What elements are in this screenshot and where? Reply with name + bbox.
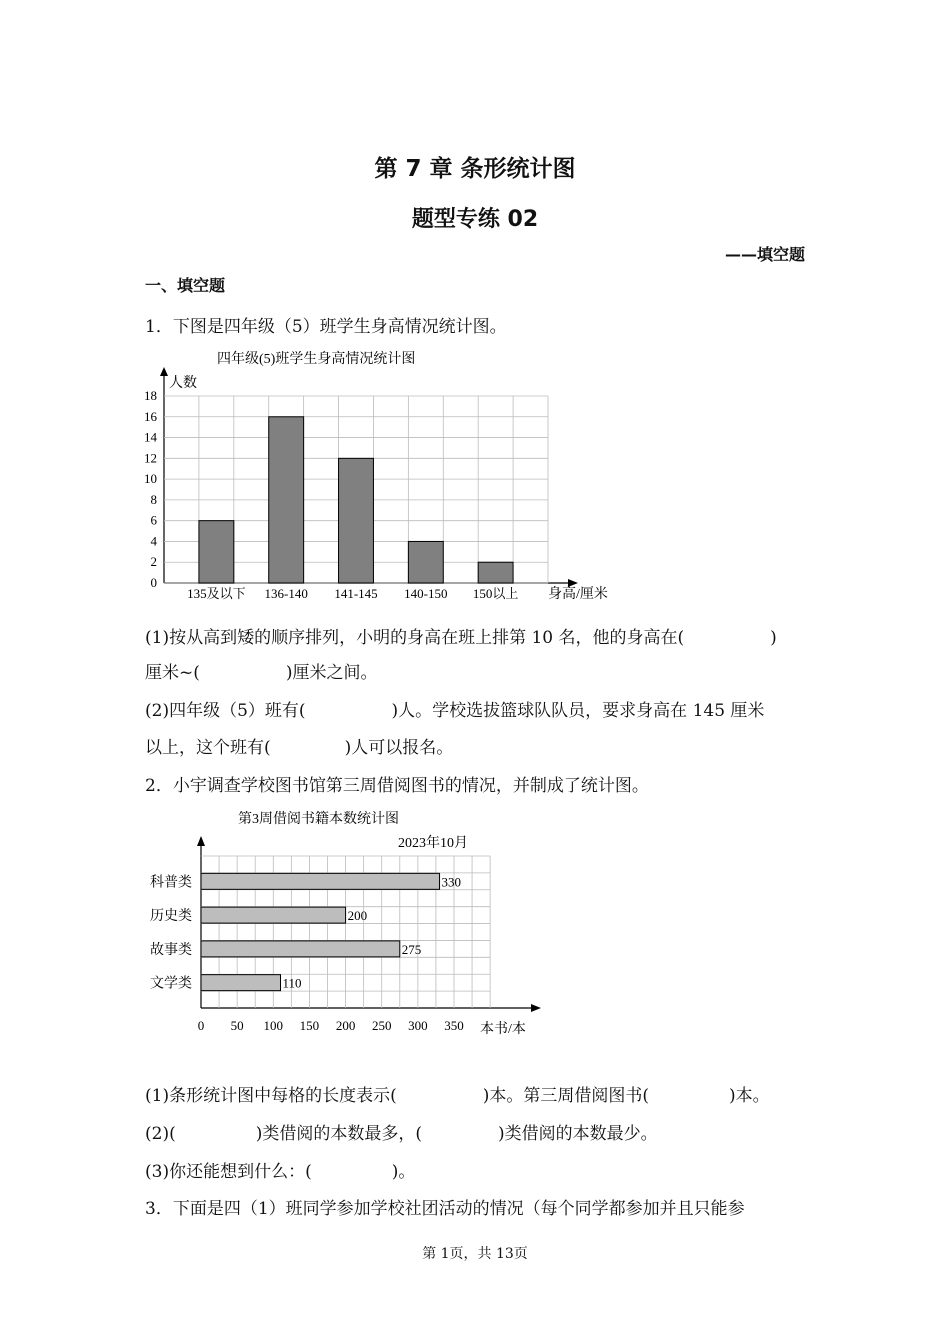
chart1-y-tick-label: 16 <box>144 408 157 424</box>
chart1-bar <box>339 458 374 583</box>
q1-part1-text-3: )厘米之间。 <box>285 663 378 683</box>
chart1-bar <box>269 417 304 583</box>
chart1-y-arrow <box>160 367 168 376</box>
chart1-bar <box>478 562 513 583</box>
q2-part1-text: (1)条形统计图中每格的长度表示( <box>145 1086 397 1106</box>
q1-part1-line1 <box>145 623 777 648</box>
q1-part1-text-2: 厘米~( <box>145 663 200 683</box>
chart2-category-label: 科普类 <box>150 875 192 891</box>
q2-part2-text-3: )类借阅的本数最少。 <box>497 1124 658 1144</box>
chart2-x-tick-label: 100 <box>263 1018 284 1033</box>
chart2-title: 第3周借阅书籍本数统计图 <box>238 812 399 827</box>
chart2-bar <box>201 873 440 889</box>
chart1-y-tick-label: 2 <box>150 554 157 570</box>
chart2-category-label: 文学类 <box>150 976 192 992</box>
chart1-y-tick-label: 12 <box>144 450 157 466</box>
q1-part2-line2 <box>145 733 453 758</box>
chart1-x-tick-label: 150以上 <box>472 586 519 601</box>
chart2-x-tick-label: 50 <box>230 1018 244 1033</box>
q2-part1-text-2: )本。第三周借阅图书( <box>482 1086 649 1106</box>
chart1-y-tick-label: 10 <box>144 471 157 487</box>
q2-part3-text: (3)你还能想到什么：( <box>145 1162 312 1182</box>
chart2-x-tick-label: 200 <box>335 1018 356 1033</box>
section-title: 一、填空题 <box>145 276 226 295</box>
chart2-x-tick-label: 0 <box>197 1018 205 1033</box>
chart1-y-tick-label: 4 <box>150 533 157 549</box>
height-bar-chart <box>140 345 620 607</box>
chart1-y-tick-label: 0 <box>150 575 157 590</box>
q1-part2-text: (2)四年级（5）班有( <box>145 701 306 721</box>
chart1-y-label: 人数 <box>169 376 197 391</box>
chart1-x-label: 身高/厘米 <box>548 587 608 602</box>
chart2-x-label: 本书/本 <box>480 1022 526 1037</box>
chart2-data-label: 110 <box>282 975 302 991</box>
q2-intro: 2．小宇调查学校图书馆第三周借阅图书的情况，并制成了统计图。 <box>145 776 649 796</box>
chart2-subtitle: 2023年10月 <box>398 836 468 851</box>
question-type-tag: ——填空题 <box>724 245 805 264</box>
chapter-title: 第 7 章 条形统计图 <box>374 156 576 182</box>
chart1-x-tick-label: 140-150 <box>404 586 448 601</box>
q1-part2-text-2: )人。学校选拔篮球队队员，要求身高在 145 厘米 <box>391 701 765 721</box>
q2-part2-text-2: )类借阅的本数最多，( <box>255 1124 422 1144</box>
chart1-y-tick-label: 14 <box>144 429 157 445</box>
q1-part1-text: (1)按从高到矮的顺序排列，小明的身高在班上排第 10 名，他的身高在( <box>145 628 685 648</box>
chart1-y-tick-label: 6 <box>150 512 157 528</box>
q2-part2 <box>145 1119 658 1144</box>
chart1-bar <box>408 541 443 583</box>
chart2-data-label: 200 <box>347 908 368 924</box>
chart2-bar <box>201 907 346 923</box>
chart2-data-label: 275 <box>401 941 422 957</box>
q2-part3-text-2: )。 <box>391 1162 416 1182</box>
chart1-y-tick-label: 8 <box>150 491 157 507</box>
chart2-category-label: 历史类 <box>150 909 192 925</box>
q1-part1-paren: ) <box>770 628 777 648</box>
q2-part1-text-3: )本。 <box>728 1086 770 1106</box>
chart1-x-tick-label: 141-145 <box>334 586 378 601</box>
chart1-title: 四年级(5)班学生身高情况统计图 <box>217 352 416 367</box>
chart1-x-tick-label: 136-140 <box>264 586 308 601</box>
chart2-bar <box>201 975 281 991</box>
q2-part3 <box>145 1157 415 1182</box>
page-subtitle: 题型专练 02 <box>411 207 539 232</box>
q1-part2-line1 <box>145 696 764 721</box>
q3-intro: 3．下面是四（1）班同学参加学校社团活动的情况（每个同学都参加并且只能参 <box>145 1199 745 1219</box>
chart2-data-label: 330 <box>441 874 462 890</box>
chart1-x-tick-label: 135及以下 <box>187 586 246 601</box>
chart2-x-tick-label: 350 <box>444 1018 464 1033</box>
q2-part1 <box>145 1081 770 1106</box>
chart1-x-arrow <box>568 579 578 587</box>
chart2-category-label: 故事类 <box>150 942 192 958</box>
books-bar-chart <box>140 805 560 1043</box>
chart2-x-tick-label: 250 <box>371 1018 392 1033</box>
chart2-x-arrow <box>531 1004 541 1012</box>
chart2-x-tick-label: 300 <box>408 1018 428 1033</box>
chart2-y-arrow <box>197 836 205 846</box>
q1-intro: 1．下图是四年级（5）班学生身高情况统计图。 <box>145 317 507 337</box>
page-footer: 第 1页，共 13页 <box>422 1246 528 1262</box>
chart1-bar <box>199 521 234 583</box>
chart1-y-tick-label: 18 <box>144 388 157 403</box>
q1-part1-line2 <box>145 658 378 683</box>
q2-part2-text: (2)( <box>145 1124 176 1144</box>
q1-part2-text-3: 以上，这个班有( <box>145 738 271 758</box>
chart2-bar <box>201 941 400 957</box>
q1-part2-text-4: )人可以报名。 <box>344 738 454 758</box>
chart2-x-tick-label: 150 <box>299 1018 320 1033</box>
